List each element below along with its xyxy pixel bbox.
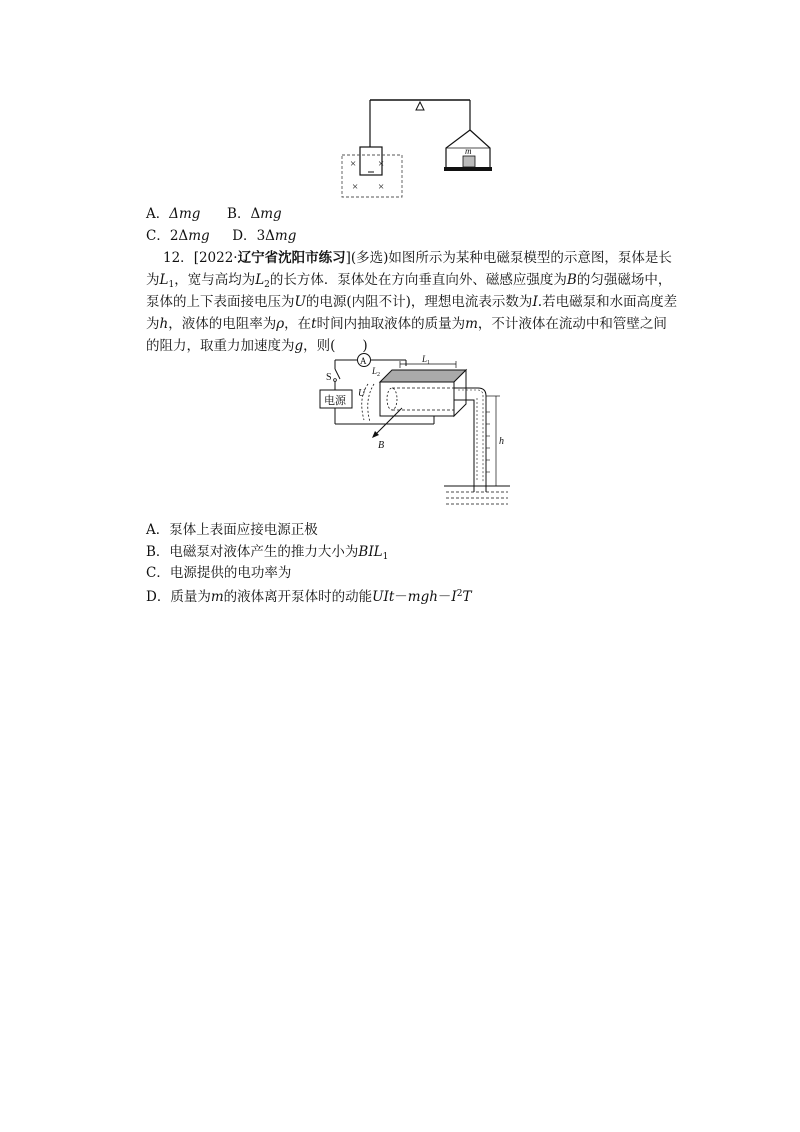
q12-line4 [146,314,667,334]
q12-option-B-var: BIL [358,544,383,560]
q12-source: 辽宁省沈阳市练习 [237,250,346,266]
q12-option-B-sub: 1 [382,552,389,562]
q12-line3 [146,292,677,312]
mass-label: m [465,146,472,156]
em-pump-diagram [310,352,520,512]
var-I: I [532,294,538,310]
q12-text-3a: 泵体的上下表面接电压为 [146,294,295,310]
option-D-var: mg [274,228,297,244]
q12-text-4c: ，在 [284,316,312,332]
q12-option-D-sup: 2 [456,589,463,599]
option-B-var: mg [260,206,282,222]
q12-text-5a: 的阻力，取重力加速度为 [146,338,295,354]
q12-option-B-text: 电磁泵对液体产生的推力大小为 [169,544,359,560]
option-D-val: 3Δ [256,228,275,244]
L1-sub: 1 [427,360,431,366]
var-m: m [465,316,478,332]
option-A-var: mg [179,206,201,222]
q12-option-C [146,563,291,583]
q12-text-5b: ，则( ) [303,338,368,354]
q12-option-A-label: A． [146,522,170,538]
q12-option-D-expr-d: T [462,589,472,605]
q12-text-4b: ，液体的电阻率为 [168,316,277,332]
q12-source-close: ](多选) [345,250,389,266]
sub-1: 1 [168,280,175,290]
q12-option-D-expr-a: UIt [372,589,395,605]
option-C-label: C． [146,228,170,244]
source-label: 电源 [324,394,346,407]
q12-option-A [146,520,318,540]
q12-text-4e: ，不计液体在流动中和管壁之间 [477,316,667,332]
svg-text:L2 [371,366,380,378]
svg-text:×: × [350,158,357,170]
q12-option-D [146,584,472,607]
q12-option-D-minus2: － [437,589,452,605]
q11-options-row2 [146,226,296,246]
q12-option-D-expr-c: I [451,589,457,605]
q12-text-2d: 的匀强磁场中， [576,272,672,288]
var-U: U [294,294,306,310]
q12-option-D-text-b: 的液体离开泵体时的动能 [223,589,373,605]
h-label: h [499,436,504,447]
option-B-label: B． [227,206,251,222]
q12-text-1: 如图所示为某种电磁泵模型的示意图，泵体是长 [388,250,672,266]
L2-sub: 2 [377,372,381,378]
var-B: B [566,272,577,288]
q12-text-2b: ，宽与高均为 [174,272,256,288]
q12-text-2a: 为 [146,272,160,288]
U-label: U [358,388,366,399]
option-C-var: mg [188,228,210,244]
q12-option-D-var-m: m [210,589,224,605]
q11-options-row1 [146,204,282,224]
var-L: L [159,272,169,288]
svg-text:×: × [352,181,359,193]
switch-label: S [326,372,332,383]
q12-option-C-label: C． [146,565,170,581]
svg-text:×: × [378,181,385,193]
q12-text-4d: 时间内抽取液体的质量为 [316,316,466,332]
var-L: L [255,272,265,288]
option-A-sym: Δ [169,206,179,222]
q12-option-D-label: D． [146,589,171,605]
q12-number: 12． [163,250,194,266]
sub-2: 2 [264,280,270,290]
B-label: B [378,440,385,451]
L1-label: L [422,354,428,364]
q12-text-2c: 的长方体．泵体处在方向垂直向外、磁感应强度为 [269,272,567,288]
var-t: t [311,316,317,332]
option-B-sym: Δ [250,206,261,222]
q12-text-4a: 为 [146,316,160,332]
option-C-val: 2Δ [169,228,189,244]
option-A-label: A． [146,206,170,222]
q12-option-D-minus: － [394,589,408,605]
option-D-label: D． [232,228,257,244]
q12-option-A-text: 泵体上表面应接电源正极 [169,522,318,538]
q12-option-C-text: 电源提供的电功率为 [169,565,292,581]
svg-text:×: × [378,158,385,170]
var-g: g [294,338,304,354]
L2-label: L [372,366,378,376]
q12-option-D-text-a: 质量为 [170,589,211,605]
var-h: h [159,316,169,332]
ammeter-label: A [360,356,367,366]
q12-text-3b: 的电源(内阻不计)，理想电流表示数为 [305,294,533,310]
balance-diagram [330,92,500,204]
q12-source-open: [2022· [193,250,238,266]
q12-option-D-expr-b: mgh [407,589,438,605]
var-rho: ρ [276,316,285,332]
q12-option-B-label: B． [146,544,170,560]
q12-text-3c: .若电磁泵和水面高度差 [537,294,678,310]
q12-line1 [163,248,672,268]
